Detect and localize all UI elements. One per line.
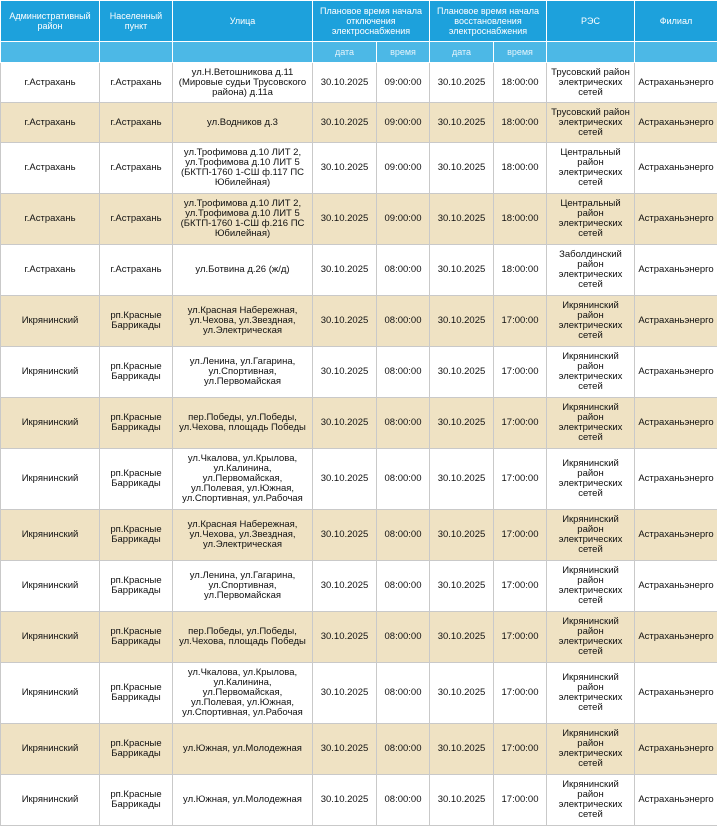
cell-on-time: 17:00:00: [494, 449, 547, 510]
cell-district: Икрянинский: [1, 296, 100, 347]
cell-on-date: 30.10.2025: [430, 775, 494, 826]
cell-branch: Астраханьэнерго: [635, 561, 717, 612]
cell-street: ул.Н.Ветошникова д.11 (Мировые судьи Трусовского района) д.11а: [173, 63, 313, 103]
cell-district: Икрянинский: [1, 561, 100, 612]
cell-street: ул.Ленина, ул.Гагарина, ул.Спортивная, ул.Первомайская: [173, 347, 313, 398]
cell-res: Икрянинский район электрических сетей: [547, 663, 635, 724]
cell-on-date: 30.10.2025: [430, 663, 494, 724]
cell-locality: рп.Красные Баррикады: [100, 398, 173, 449]
cell-on-date: 30.10.2025: [430, 724, 494, 775]
cell-locality: рп.Красные Баррикады: [100, 775, 173, 826]
col-branch-header: Филиал: [635, 1, 717, 42]
cell-res: Икрянинский район электрических сетей: [547, 724, 635, 775]
cell-on-date: 30.10.2025: [430, 103, 494, 143]
cell-off-time: 08:00:00: [377, 347, 430, 398]
cell-on-date: 30.10.2025: [430, 561, 494, 612]
cell-on-date: 30.10.2025: [430, 449, 494, 510]
cell-off-date: 30.10.2025: [313, 724, 377, 775]
cell-off-date: 30.10.2025: [313, 103, 377, 143]
table-row: [1, 194, 717, 245]
cell-locality: рп.Красные Баррикады: [100, 663, 173, 724]
cell-off-date: 30.10.2025: [313, 245, 377, 296]
cell-off-time: 08:00:00: [377, 245, 430, 296]
cell-off-date: 30.10.2025: [313, 296, 377, 347]
table-row: [1, 103, 717, 143]
cell-res: Икрянинский район электрических сетей: [547, 347, 635, 398]
cell-district: г.Астрахань: [1, 194, 100, 245]
table-row: [1, 775, 717, 826]
cell-district: г.Астрахань: [1, 245, 100, 296]
cell-off-date: 30.10.2025: [313, 194, 377, 245]
cell-district: Икрянинский: [1, 398, 100, 449]
cell-off-date: 30.10.2025: [313, 398, 377, 449]
table-row: [1, 63, 717, 103]
table-row: [1, 296, 717, 347]
subheader-on-time: время: [494, 42, 547, 63]
cell-on-date: 30.10.2025: [430, 63, 494, 103]
cell-off-time: 08:00:00: [377, 663, 430, 724]
cell-district: Икрянинский: [1, 724, 100, 775]
cell-branch: Астраханьэнерго: [635, 296, 717, 347]
col-street-header: Улица: [173, 1, 313, 42]
cell-on-time: 17:00:00: [494, 296, 547, 347]
cell-off-date: 30.10.2025: [313, 663, 377, 724]
cell-on-date: 30.10.2025: [430, 612, 494, 663]
cell-off-time: 08:00:00: [377, 449, 430, 510]
cell-on-time: 18:00:00: [494, 63, 547, 103]
table-row: [1, 347, 717, 398]
cell-res: Икрянинский район электрических сетей: [547, 510, 635, 561]
col-off-time-header: Плановое время начала отключения электроснабжения: [313, 1, 430, 42]
cell-on-time: 18:00:00: [494, 245, 547, 296]
cell-on-time: 17:00:00: [494, 612, 547, 663]
col-locality-header: Населенный пункт: [100, 1, 173, 42]
cell-on-time: 17:00:00: [494, 510, 547, 561]
cell-street: ул.Трофимова д.10 ЛИТ 2, ул.Трофимова д.10 ЛИТ 5 (БКТП-1760 1-СШ ф.117 ПС Юбилейная): [173, 143, 313, 194]
cell-locality: рп.Красные Баррикады: [100, 612, 173, 663]
cell-res: Икрянинский район электрических сетей: [547, 775, 635, 826]
cell-on-time: 17:00:00: [494, 724, 547, 775]
cell-off-time: 08:00:00: [377, 398, 430, 449]
cell-res: Трусовский район электрических сетей: [547, 63, 635, 103]
col-res-header: РЭС: [547, 1, 635, 42]
cell-on-time: 17:00:00: [494, 561, 547, 612]
cell-on-date: 30.10.2025: [430, 347, 494, 398]
cell-street: ул.Ленина, ул.Гагарина, ул.Спортивная, ул.Первомайская: [173, 561, 313, 612]
cell-locality: г.Астрахань: [100, 245, 173, 296]
cell-res: Икрянинский район электрических сетей: [547, 561, 635, 612]
header-row: [1, 1, 717, 42]
cell-on-date: 30.10.2025: [430, 245, 494, 296]
cell-off-time: 08:00:00: [377, 296, 430, 347]
cell-branch: Астраханьэнерго: [635, 663, 717, 724]
table-row: [1, 612, 717, 663]
cell-locality: рп.Красные Баррикады: [100, 296, 173, 347]
cell-on-time: 17:00:00: [494, 347, 547, 398]
cell-branch: Астраханьэнерго: [635, 449, 717, 510]
cell-on-time: 18:00:00: [494, 103, 547, 143]
cell-street: ул.Южная, ул.Молодежная: [173, 775, 313, 826]
cell-res: Икрянинский район электрических сетей: [547, 296, 635, 347]
cell-off-time: 08:00:00: [377, 612, 430, 663]
cell-off-date: 30.10.2025: [313, 347, 377, 398]
table-row: [1, 510, 717, 561]
cell-street: ул.Красная Набережная, ул.Чехова, ул.Звездная, ул.Электрическая: [173, 510, 313, 561]
cell-off-date: 30.10.2025: [313, 63, 377, 103]
cell-off-time: 09:00:00: [377, 63, 430, 103]
cell-branch: Астраханьэнерго: [635, 63, 717, 103]
cell-branch: Астраханьэнерго: [635, 194, 717, 245]
cell-off-date: 30.10.2025: [313, 143, 377, 194]
cell-off-date: 30.10.2025: [313, 510, 377, 561]
cell-on-time: 18:00:00: [494, 194, 547, 245]
table-row: [1, 398, 717, 449]
cell-locality: рп.Красные Баррикады: [100, 561, 173, 612]
cell-street: ул.Трофимова д.10 ЛИТ 2, ул.Трофимова д.10 ЛИТ 5 (БКТП-1760 1-СШ ф.216 ПС Юбилейная): [173, 194, 313, 245]
cell-branch: Астраханьэнерго: [635, 245, 717, 296]
cell-locality: г.Астрахань: [100, 63, 173, 103]
cell-branch: Астраханьэнерго: [635, 103, 717, 143]
cell-off-date: 30.10.2025: [313, 449, 377, 510]
cell-branch: Астраханьэнерго: [635, 398, 717, 449]
subheader-empty: [173, 42, 313, 63]
cell-res: Центральный район электрических сетей: [547, 194, 635, 245]
cell-street: пер.Победы, ул.Победы, ул.Чехова, площадь Победы: [173, 612, 313, 663]
cell-locality: рп.Красные Баррикады: [100, 724, 173, 775]
cell-res: Заболдинский район электрических сетей: [547, 245, 635, 296]
table-row: [1, 449, 717, 510]
cell-district: г.Астрахань: [1, 63, 100, 103]
cell-on-date: 30.10.2025: [430, 510, 494, 561]
cell-district: Икрянинский: [1, 510, 100, 561]
cell-district: Икрянинский: [1, 449, 100, 510]
cell-street: ул.Южная, ул.Молодежная: [173, 724, 313, 775]
subheader-off-date: дата: [313, 42, 377, 63]
table-row: [1, 724, 717, 775]
cell-off-date: 30.10.2025: [313, 612, 377, 663]
cell-locality: г.Астрахань: [100, 143, 173, 194]
cell-street: ул.Ботвина д.26 (ж/д): [173, 245, 313, 296]
subheader-empty: [1, 42, 100, 63]
col-district-header: Административный район: [1, 1, 100, 42]
cell-branch: Астраханьэнерго: [635, 143, 717, 194]
cell-on-time: 18:00:00: [494, 143, 547, 194]
cell-res: Икрянинский район электрических сетей: [547, 449, 635, 510]
cell-branch: Астраханьэнерго: [635, 775, 717, 826]
cell-off-time: 09:00:00: [377, 194, 430, 245]
cell-off-time: 08:00:00: [377, 775, 430, 826]
subheader-off-time: время: [377, 42, 430, 63]
cell-locality: рп.Красные Баррикады: [100, 449, 173, 510]
cell-locality: г.Астрахань: [100, 103, 173, 143]
cell-on-time: 17:00:00: [494, 663, 547, 724]
cell-district: Икрянинский: [1, 663, 100, 724]
cell-on-time: 17:00:00: [494, 775, 547, 826]
cell-district: г.Астрахань: [1, 103, 100, 143]
table-row: [1, 143, 717, 194]
cell-locality: рп.Красные Баррикады: [100, 347, 173, 398]
table-row: [1, 561, 717, 612]
cell-street: ул.Чкалова, ул.Крылова, ул.Калинина, ул.Первомайская, ул.Полевая, ул.Южная, ул.Спортивная, ул.Рабочая: [173, 663, 313, 724]
cell-district: Икрянинский: [1, 347, 100, 398]
table-row: [1, 245, 717, 296]
cell-off-time: 08:00:00: [377, 510, 430, 561]
subheader-row: [1, 42, 717, 63]
cell-district: г.Астрахань: [1, 143, 100, 194]
cell-res: Икрянинский район электрических сетей: [547, 612, 635, 663]
subheader-empty: [635, 42, 717, 63]
cell-locality: г.Астрахань: [100, 194, 173, 245]
subheader-empty: [547, 42, 635, 63]
cell-res: Икрянинский район электрических сетей: [547, 398, 635, 449]
cell-locality: рп.Красные Баррикады: [100, 510, 173, 561]
subheader-on-date: дата: [430, 42, 494, 63]
cell-street: ул.Красная Набережная, ул.Чехова, ул.Звездная, ул.Электрическая: [173, 296, 313, 347]
subheader-empty: [100, 42, 173, 63]
cell-off-date: 30.10.2025: [313, 775, 377, 826]
cell-street: пер.Победы, ул.Победы, ул.Чехова, площадь Победы: [173, 398, 313, 449]
cell-on-date: 30.10.2025: [430, 398, 494, 449]
cell-district: Икрянинский: [1, 775, 100, 826]
cell-branch: Астраханьэнерго: [635, 724, 717, 775]
cell-off-date: 30.10.2025: [313, 561, 377, 612]
cell-branch: Астраханьэнерго: [635, 612, 717, 663]
cell-on-date: 30.10.2025: [430, 296, 494, 347]
cell-on-date: 30.10.2025: [430, 143, 494, 194]
cell-branch: Астраханьэнерго: [635, 510, 717, 561]
cell-branch: Астраханьэнерго: [635, 347, 717, 398]
col-on-time-header: Плановое время начала восстановления электроснабжения: [430, 1, 547, 42]
cell-off-time: 09:00:00: [377, 103, 430, 143]
cell-on-date: 30.10.2025: [430, 194, 494, 245]
cell-on-time: 17:00:00: [494, 398, 547, 449]
cell-off-time: 08:00:00: [377, 724, 430, 775]
cell-street: ул.Чкалова, ул.Крылова, ул.Калинина, ул.Первомайская, ул.Полевая, ул.Южная, ул.Спортивная, ул.Рабочая: [173, 449, 313, 510]
cell-res: Центральный район электрических сетей: [547, 143, 635, 194]
cell-off-time: 08:00:00: [377, 561, 430, 612]
cell-street: ул.Водников д.3: [173, 103, 313, 143]
table-row: [1, 663, 717, 724]
cell-off-time: 09:00:00: [377, 143, 430, 194]
cell-district: Икрянинский: [1, 612, 100, 663]
cell-res: Трусовский район электрических сетей: [547, 103, 635, 143]
